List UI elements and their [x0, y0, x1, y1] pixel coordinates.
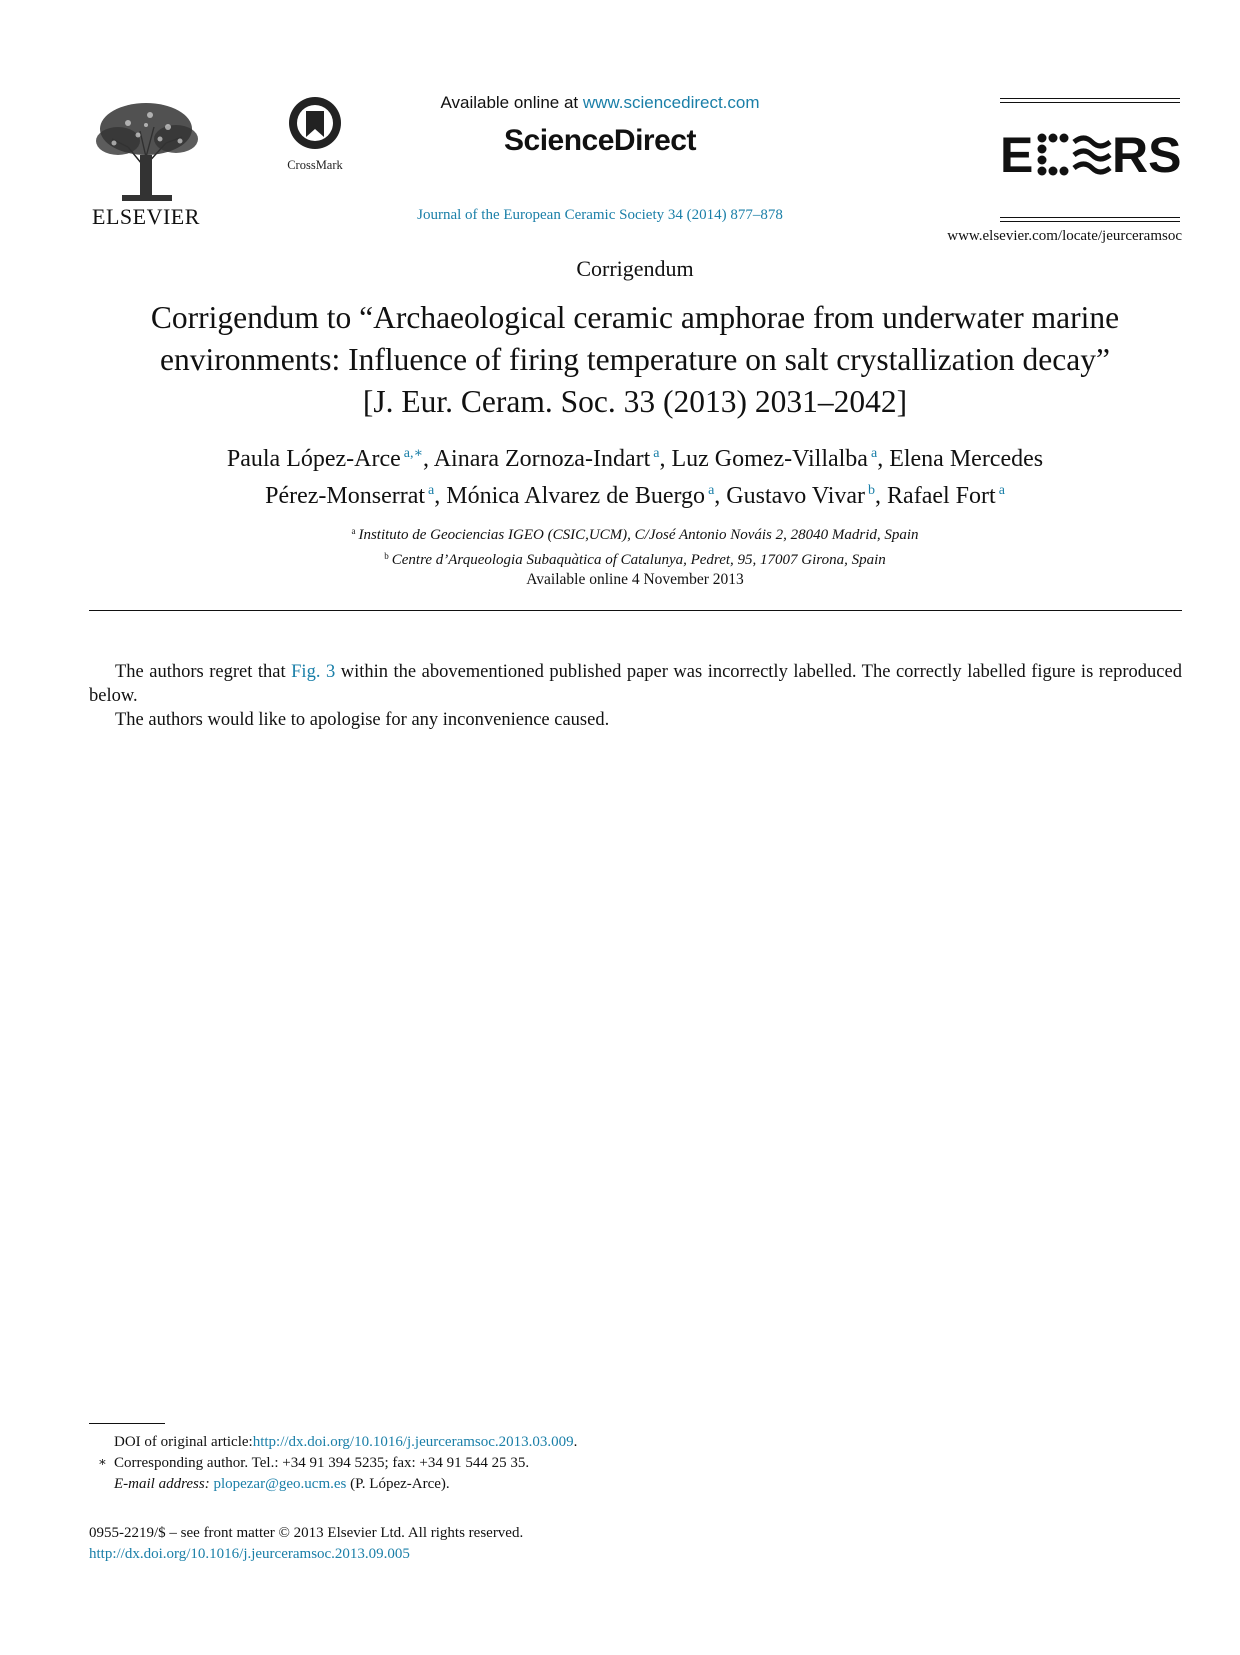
affiliation-mark: a: [351, 526, 356, 536]
elsevier-logo: [88, 95, 204, 230]
author-name: Gustavo Vivar: [726, 483, 866, 509]
doi-end: .: [573, 1434, 578, 1450]
author-affil-mark[interactable]: a: [870, 446, 878, 461]
original-doi-link[interactable]: http://dx.doi.org/10.1016/j.jeurceramsoc.2013.03.009: [252, 1434, 574, 1450]
title-line: environments: Influence of firing temperature on salt crystallization decay”: [160, 342, 1110, 377]
figure-link[interactable]: Fig. 3: [291, 662, 336, 682]
author-name: Paula López-Arce: [226, 446, 401, 472]
author-affil-mark[interactable]: a: [998, 483, 1005, 498]
footnote-star: ∗: [98, 1454, 107, 1469]
body-text: within the abovementioned published paper was incorrectly labelled. The correctly labelled figure is reproduced below.: [89, 662, 1182, 706]
author-list: [120, 438, 1150, 512]
footnotes: [89, 1432, 989, 1495]
availability-line: [380, 93, 820, 113]
affiliation: [120, 521, 1150, 546]
affiliation-text: Centre d’Arqueologia Subaquàtica of Catalunya, Pedret, 95, 17007 Girona, Spain: [391, 552, 886, 568]
footnote-email: [89, 1474, 989, 1495]
ecers-bottom-rule-2: [1000, 221, 1180, 222]
article-title: [80, 297, 1190, 423]
sciencedirect-link[interactable]: www.sciencedirect.com: [582, 93, 760, 112]
author-affil-mark[interactable]: a: [653, 446, 660, 461]
affiliation-mark: b: [384, 551, 389, 561]
article-doi-link[interactable]: http://dx.doi.org/10.1016/j.jeurceramsoc.2013.09.005: [89, 1546, 410, 1562]
author-name: Elena Mercedes: [889, 446, 1044, 472]
journal-homepage-url[interactable]: www.elsevier.com/locate/jeurceramsoc: [947, 228, 1182, 244]
elsevier-wordmark: ELSEVIER: [92, 204, 200, 229]
footnote-corresponding: [89, 1453, 989, 1474]
author-name: Pérez-Monserrat: [265, 483, 426, 509]
header-divider: [89, 610, 1182, 611]
author-affil-mark[interactable]: a: [708, 483, 715, 498]
journal-citation[interactable]: Journal of the European Ceramic Society 34 (2014) 877–878: [417, 207, 783, 223]
affiliation: [120, 546, 1150, 571]
author-name: Mónica Alvarez de Buergo: [446, 483, 706, 509]
body-paragraph: The authors would like to apologise for any inconvenience caused.: [115, 710, 610, 730]
author-name: Luz Gomez-Villalba: [671, 446, 868, 472]
body-text: The authors regret that: [115, 662, 292, 682]
corresponding-text: Corresponding author. Tel.: +34 91 394 5235; fax: +34 91 544 25 35.: [114, 1455, 530, 1471]
email-link[interactable]: plopezar@geo.ucm.es: [213, 1476, 347, 1492]
available-online-date: Available online 4 November 2013: [526, 571, 744, 588]
article-section: Corrigendum: [576, 256, 694, 281]
email-label: E-mail address:: [114, 1476, 210, 1492]
author-name: Rafael Fort: [887, 483, 996, 509]
sciencedirect-brand: ScienceDirect: [504, 124, 696, 157]
footnote-doi: [89, 1432, 989, 1453]
ecers-top-rule: [1000, 98, 1180, 99]
title-line: [J. Eur. Ceram. Soc. 33 (2013) 2031–2042]: [362, 384, 908, 419]
author-line: Pérez-Monserrat $^a$, Mónica Alvarez de Buergo $^a$, Gustavo Vivar $^b$, Rafael Fort $^a$: [265, 483, 1005, 509]
affiliations: [120, 521, 1150, 571]
copyright-block: [89, 1523, 989, 1565]
doi-label: DOI of original article:: [114, 1434, 253, 1450]
author-line: Paula López-Arce $^{a,∗}$, Ainara Zornoza-Indart $^a$, Luz Gomez-Villalba $^a$, Elena Mercedes: [226, 446, 1044, 472]
body-paragraph: [89, 660, 1182, 708]
svg-text:E: E: [1000, 128, 1034, 180]
ecers-top-rule-2: [1000, 102, 1180, 103]
author-affil-mark[interactable]: a,∗: [403, 446, 424, 461]
author-name: Ainara Zornoza-Indart: [433, 446, 651, 472]
article-body: [89, 660, 1182, 732]
footnote-divider: [89, 1423, 165, 1424]
elsevier-tree-icon: [88, 95, 204, 203]
author-affil-mark[interactable]: a: [428, 483, 435, 498]
society-logo: [1000, 128, 1180, 180]
author-affil-mark[interactable]: b: [868, 483, 876, 498]
svg-text:RS: RS: [1112, 128, 1180, 180]
ecers-logo-icon: [1000, 128, 1180, 180]
availability-prefix: Available online at: [440, 93, 583, 112]
email-owner: (P. López-Arce).: [346, 1476, 450, 1492]
title-line: Corrigendum to “Archaeological ceramic amphorae from underwater marine: [150, 300, 1120, 335]
crossmark-badge[interactable]: [275, 95, 355, 170]
copyright-line: 0955-2219/$ – see front matter © 2013 Elsevier Ltd. All rights reserved.: [89, 1525, 524, 1541]
crossmark-icon: [287, 95, 343, 151]
ecers-bottom-rule: [1000, 217, 1180, 218]
affiliation-text: Instituto de Geociencias IGEO (CSIC,UCM), C/José Antonio Nováis 2, 28040 Madrid, Spain: [358, 527, 919, 543]
crossmark-label: CrossMark: [287, 158, 343, 172]
